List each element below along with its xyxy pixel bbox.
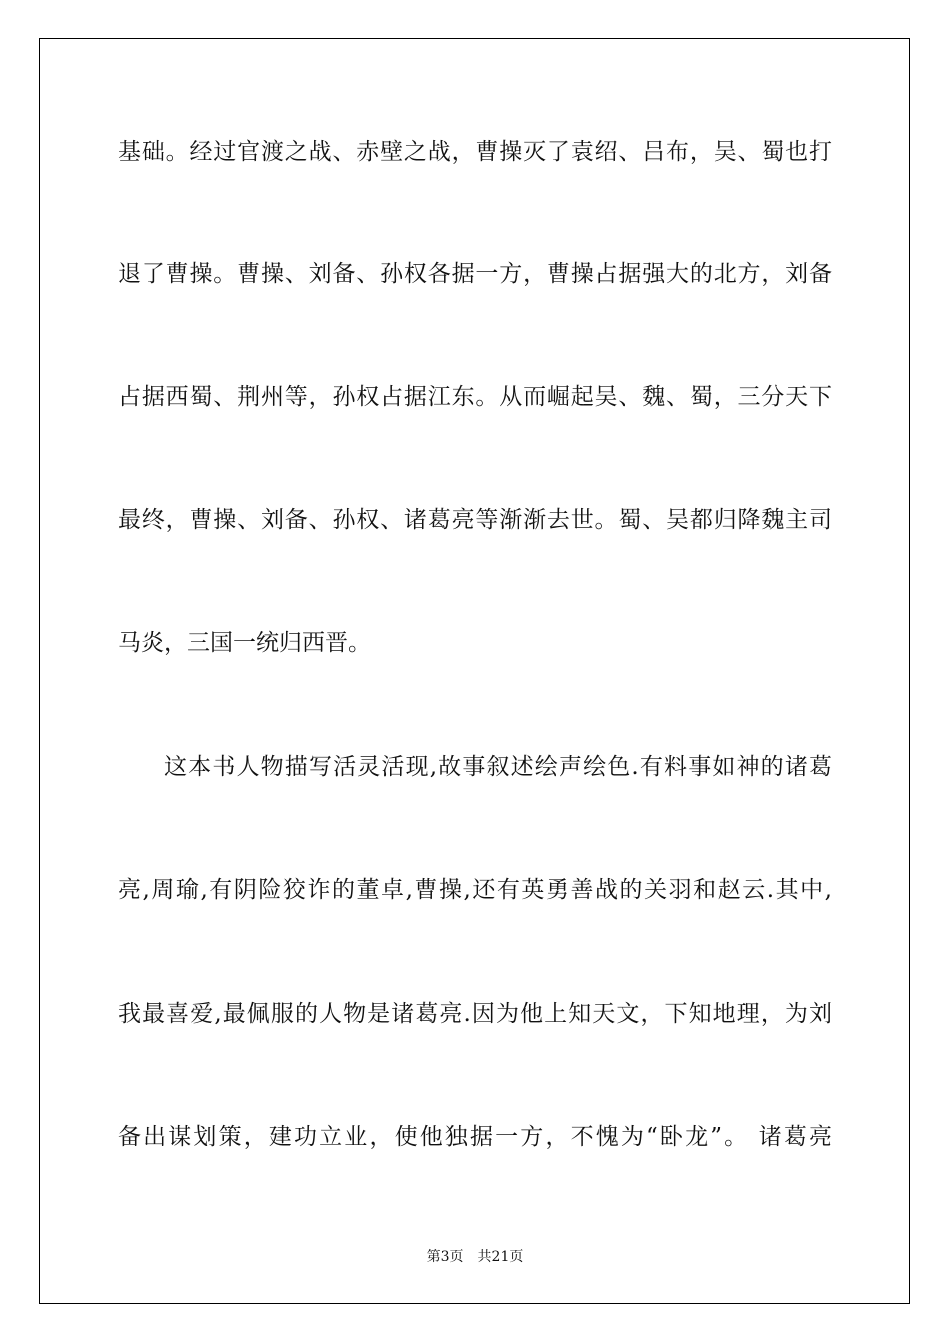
text-line-1: 基础。经过官渡之战、赤壁之战，曹操灭了袁绍、吕布，吴、蜀也打 (118, 139, 832, 165)
text-line-7: 亮,周瑜,有阴险狡诈的董卓,曹操,还有英勇善战的关羽和赵云.其中, (118, 877, 832, 903)
page-number: 第3页 (426, 1249, 464, 1265)
text-line-6: 这本书人物描写活灵活现,故事叙述绘声绘色.有料事如神的诸葛 (164, 754, 832, 780)
text-line-4: 最终，曹操、刘备、孙权、诸葛亮等渐渐去世。蜀、吴都归降魏主司 (118, 507, 832, 533)
page-total: 共21页 (477, 1249, 524, 1265)
text-line-3: 占据西蜀、荆州等，孙权占据江东。从而崛起吴、魏、蜀，三分天下 (118, 384, 832, 410)
text-line-2: 退了曹操。曹操、刘备、孙权各据一方，曹操占据强大的北方，刘备 (118, 261, 832, 287)
page-border (39, 38, 910, 1304)
page-footer (0, 1246, 950, 1266)
text-line-9: 备出谋划策，建功立业，使他独据一方，不愧为“卧龙”。 诸葛亮 (118, 1124, 832, 1150)
text-line-5: 马炎，三国一统归西晋。 (118, 630, 371, 656)
text-line-8: 我最喜爱,最佩服的人物是诸葛亮.因为他上知天文，下知地理，为刘 (118, 1001, 832, 1027)
